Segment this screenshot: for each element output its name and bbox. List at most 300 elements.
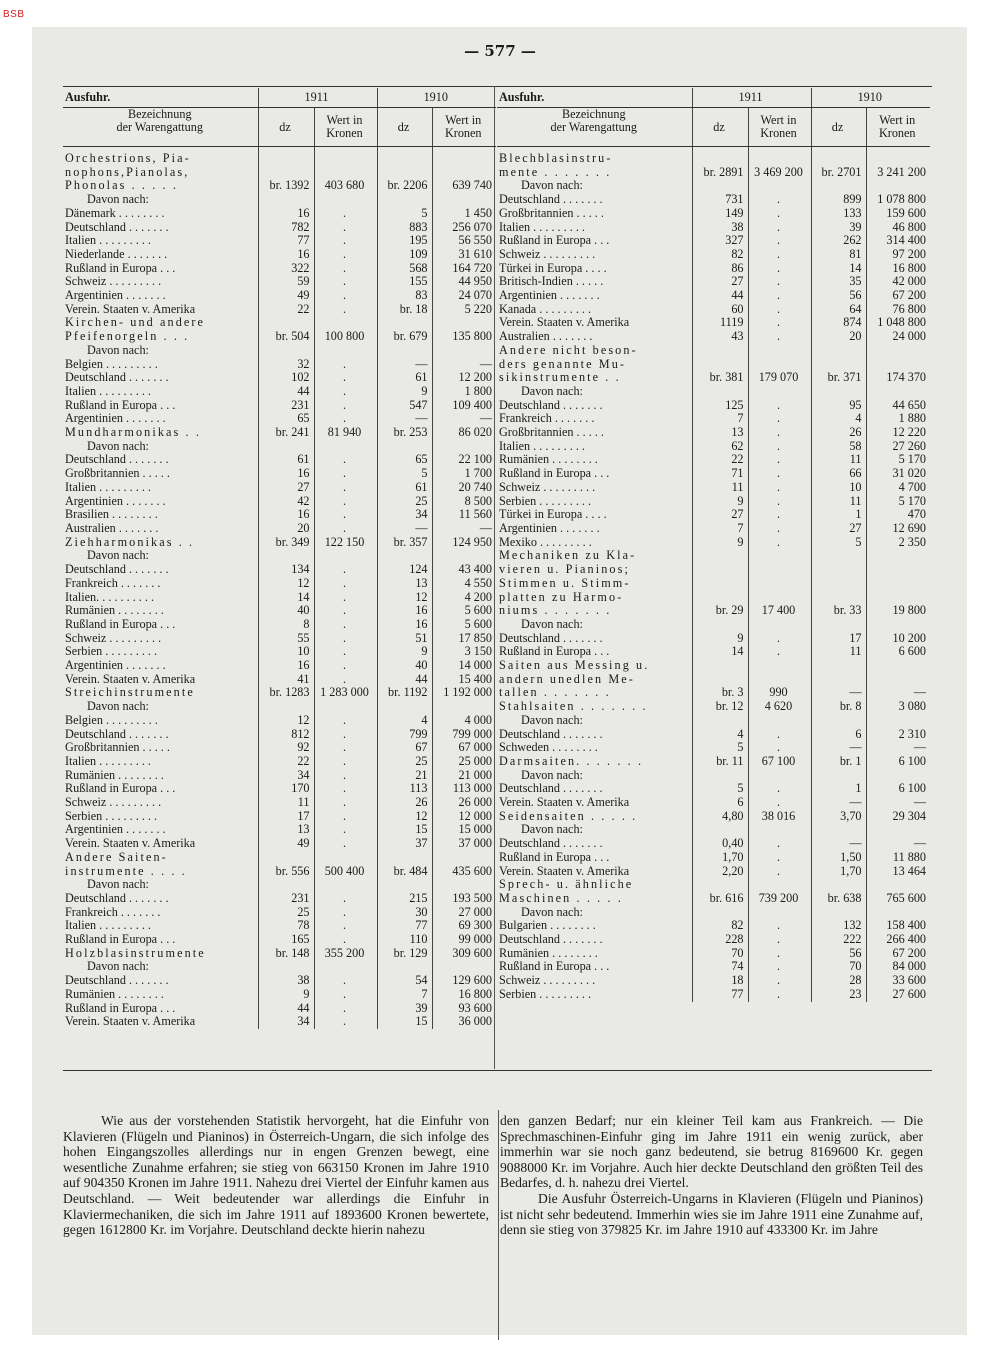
dz-1911-cell: 9 xyxy=(692,495,748,509)
dz-1911-cell: 9 xyxy=(692,536,748,550)
table-row xyxy=(63,522,496,536)
dz-1911-cell: 60 xyxy=(692,303,748,317)
wert-1910-cell: 44 950 xyxy=(432,275,496,289)
wert-1911-cell xyxy=(748,714,811,728)
dz-1911-cell: 22 xyxy=(258,755,314,769)
row-label: Großbritannien . . . . . xyxy=(499,426,604,440)
row-label: Orchestrions, Pia- nophons,Pianolas, Phonolas . . . . . xyxy=(65,151,191,193)
dz-1910-cell: 155 xyxy=(377,275,432,289)
dz-1910-cell: 109 xyxy=(377,248,432,262)
dz-1911-cell xyxy=(692,618,748,632)
table-row xyxy=(63,714,496,728)
dz-1910-cell: 1,50 xyxy=(811,851,866,865)
wert-1911-cell: . xyxy=(314,1002,377,1016)
table-row xyxy=(63,591,496,605)
dz-1910-cell: 16 xyxy=(377,618,432,632)
dz-1910-cell: 28 xyxy=(811,974,866,988)
dz-1910-cell: 51 xyxy=(377,632,432,646)
table-row xyxy=(63,769,496,783)
table-row xyxy=(497,618,930,632)
dz-1911-cell: 82 xyxy=(692,919,748,933)
dz-1911-cell: 49 xyxy=(258,837,314,851)
wert-1910-cell: 11 880 xyxy=(866,851,930,865)
wert-1910-cell: 1 078 800 xyxy=(866,193,930,207)
dz-1910-cell: 222 xyxy=(811,933,866,947)
wert-1911-cell xyxy=(314,960,377,974)
wert-1910-cell: 164 720 xyxy=(432,262,496,276)
dz-1910-cell: 64 xyxy=(811,303,866,317)
wert-1910-cell: 86 020 xyxy=(432,426,496,440)
dz-1910-cell: 133 xyxy=(811,207,866,221)
table-row xyxy=(63,577,496,591)
wert-1911-cell: . xyxy=(748,426,811,440)
dz-1911-cell: 38 xyxy=(258,974,314,988)
wert-1911-cell: . xyxy=(748,275,811,289)
dz-1910-cell: 67 xyxy=(377,741,432,755)
dz-1910-cell xyxy=(377,700,432,714)
wert-1911-cell: 100 800 xyxy=(314,316,377,343)
wert-1911-cell: . xyxy=(314,481,377,495)
row-label: Mundharmonikas . . xyxy=(65,426,201,440)
dz-1910-cell: 11 xyxy=(811,645,866,659)
wert-1911-cell: . xyxy=(314,207,377,221)
dz-1911-cell: 77 xyxy=(692,988,748,1002)
table-row xyxy=(63,659,496,673)
dz-1911-cell: br. 556 xyxy=(258,851,314,878)
table-row xyxy=(497,508,930,522)
row-label: Kirchen- und andere Pfeifenorgeln . . . xyxy=(65,316,206,344)
wert-1910-cell xyxy=(432,700,496,714)
table-row xyxy=(63,645,496,659)
row-label: Argentinien . . . . . . . xyxy=(65,289,166,303)
table-row xyxy=(497,453,930,467)
row-label: Italien . . . . . . . . . xyxy=(65,480,151,494)
wert-1910-cell xyxy=(866,179,930,193)
dz-1911-cell: 34 xyxy=(258,769,314,783)
table-row xyxy=(63,207,496,221)
row-label: Italien . . . . . . . . . xyxy=(65,234,151,248)
table-row xyxy=(497,796,930,810)
wert-1910-cell: 25 000 xyxy=(432,755,496,769)
wert-1910-cell: 129 600 xyxy=(432,974,496,988)
dz-1911-cell: 49 xyxy=(258,289,314,303)
dz-1910-cell: br. 2701 xyxy=(811,147,866,180)
dz-1911-cell: 7 xyxy=(692,522,748,536)
row-label: Verein. Staaten v. Amerika xyxy=(499,316,630,330)
wert-1911-cell: . xyxy=(748,741,811,755)
table-row xyxy=(497,823,930,837)
table-row xyxy=(497,947,930,961)
row-label: Deutschland . . . . . . . xyxy=(65,453,169,467)
dz-1911-cell: 1119 xyxy=(692,316,748,330)
dz-1911-cell: 4,80 xyxy=(692,810,748,824)
row-label: Deutschland . . . . . . . xyxy=(499,727,603,741)
dz-1911-cell: 6 xyxy=(692,796,748,810)
row-label: Dänemark . . . . . . . . xyxy=(65,206,165,220)
wert-1911-cell: . xyxy=(314,645,377,659)
dz-1911-cell: 44 xyxy=(258,385,314,399)
row-label: Deutschland . . . . . . . xyxy=(65,891,169,905)
wert-1910-cell: 109 400 xyxy=(432,399,496,413)
wert-1911-cell: . xyxy=(748,632,811,646)
dz-1911-cell: 38 xyxy=(692,221,748,235)
wert-1910-cell: 84 000 xyxy=(866,960,930,974)
export-table-left xyxy=(63,88,496,1029)
dz-1911-cell: 170 xyxy=(258,782,314,796)
dz-1910-cell: 262 xyxy=(811,234,866,248)
table-row xyxy=(497,344,930,385)
row-label: Verein. Staaten v. Amerika xyxy=(65,837,196,851)
wert-1910-cell xyxy=(866,769,930,783)
wert-1910-cell: 3 241 200 xyxy=(866,147,930,180)
row-label: Italien . . . . . . . . . xyxy=(499,439,585,453)
dz-1911-cell: 12 xyxy=(258,714,314,728)
row-label: Italien. . . . . . . . . . xyxy=(65,590,155,604)
row-label: Serbien . . . . . . . . . xyxy=(65,645,158,659)
wert-1911-cell: . xyxy=(748,289,811,303)
table-row xyxy=(497,193,930,207)
wert-1911-cell: . xyxy=(314,892,377,906)
dz-1911-cell: 22 xyxy=(258,303,314,317)
dz-1910-cell: br. 8 xyxy=(811,700,866,714)
wert-1911-cell: . xyxy=(314,358,377,372)
wert-1910-cell: 309 600 xyxy=(432,947,496,961)
dz-1911-cell: 10 xyxy=(258,645,314,659)
table-row xyxy=(63,960,496,974)
dz-1911-cell: 18 xyxy=(692,974,748,988)
wert-1910-cell: 17 850 xyxy=(432,632,496,646)
wert-1911-cell: . xyxy=(314,837,377,851)
table-row xyxy=(63,467,496,481)
table-row xyxy=(63,508,496,522)
wert-1910-cell: 67 200 xyxy=(866,289,930,303)
wert-1911-cell: . xyxy=(314,385,377,399)
wert-1911-cell: . xyxy=(748,467,811,481)
dz-1910-cell: 14 xyxy=(811,262,866,276)
text-column-left xyxy=(63,1113,489,1238)
dz-header: dz xyxy=(258,108,314,147)
dz-1910-cell xyxy=(377,344,432,358)
wert-1910-cell xyxy=(432,193,496,207)
row-label: Rußland in Europa . . . xyxy=(499,234,610,248)
wert-1911-cell: . xyxy=(748,851,811,865)
dz-1911-cell: 86 xyxy=(692,262,748,276)
wert-1911-cell: 355 200 xyxy=(314,947,377,961)
table-row xyxy=(63,234,496,248)
wert-1911-cell: 3 469 200 xyxy=(748,147,811,180)
dz-1911-cell: br. 29 xyxy=(692,549,748,618)
dz-1911-cell: 149 xyxy=(692,207,748,221)
wert-1910-cell: 12 200 xyxy=(432,371,496,385)
table-row xyxy=(497,659,930,700)
wert-1910-cell: 46 800 xyxy=(866,221,930,235)
table-row xyxy=(63,536,496,550)
dz-1911-cell xyxy=(692,769,748,783)
row-label: Rußland in Europa . . . xyxy=(65,782,176,796)
table-row xyxy=(63,919,496,933)
wert-1910-cell: 5 220 xyxy=(432,303,496,317)
wert-1910-cell: 193 500 xyxy=(432,892,496,906)
dz-1910-cell: 11 xyxy=(811,495,866,509)
dz-1911-cell: 43 xyxy=(692,330,748,344)
row-label: Davon nach: xyxy=(87,343,149,357)
dz-1911-cell: 5 xyxy=(692,782,748,796)
row-label: Davon nach: xyxy=(87,878,149,892)
row-label: Frankreich . . . . . . . xyxy=(65,576,161,590)
row-label: Schweiz . . . . . . . . . xyxy=(499,974,596,988)
wert-1910-cell: 43 400 xyxy=(432,563,496,577)
wert-1911-cell: . xyxy=(314,371,377,385)
table-row xyxy=(63,755,496,769)
dz-1910-cell: 215 xyxy=(377,892,432,906)
wert-1911-cell xyxy=(314,193,377,207)
wert-1911-cell: . xyxy=(314,782,377,796)
wert-1910-cell: 4 200 xyxy=(432,591,496,605)
dz-1911-cell xyxy=(692,906,748,920)
row-label: Verein. Staaten v. Amerika xyxy=(65,1015,196,1029)
table-row xyxy=(63,371,496,385)
table-row xyxy=(497,549,930,618)
dz-1911-cell xyxy=(258,878,314,892)
row-label: Andere Saiten- instrumente . . . . xyxy=(65,850,187,878)
wert-1910-cell: 5 170 xyxy=(866,495,930,509)
dz-1911-cell: br. 381 xyxy=(692,344,748,385)
wert-1911-cell: 81 940 xyxy=(314,426,377,440)
wert-1911-cell: . xyxy=(314,728,377,742)
table-row xyxy=(63,344,496,358)
table-row xyxy=(63,440,496,454)
dz-1910-cell: 35 xyxy=(811,275,866,289)
dz-1911-cell: 55 xyxy=(258,632,314,646)
dz-1910-cell xyxy=(811,906,866,920)
wert-1911-cell: . xyxy=(314,741,377,755)
wert-1910-cell: 12 220 xyxy=(866,426,930,440)
row-label: Deutschland . . . . . . . xyxy=(499,837,603,851)
dz-1911-cell: br. 1283 xyxy=(258,686,314,700)
row-label: Davon nach: xyxy=(521,713,583,727)
dz-1910-cell: 1,70 xyxy=(811,865,866,879)
dz-1911-cell xyxy=(692,714,748,728)
wert-1911-cell: . xyxy=(314,796,377,810)
wert-1910-cell: 99 000 xyxy=(432,933,496,947)
dz-1911-cell xyxy=(258,440,314,454)
dz-1910-cell xyxy=(377,193,432,207)
dz-1911-cell: 62 xyxy=(692,440,748,454)
table-row xyxy=(63,947,496,961)
dz-1911-cell: 61 xyxy=(258,453,314,467)
table-row xyxy=(63,358,496,372)
table-row xyxy=(63,147,496,194)
dz-1911-cell: 731 xyxy=(692,193,748,207)
dz-1910-cell: — xyxy=(811,659,866,700)
wert-1910-cell: 1 700 xyxy=(432,467,496,481)
wert-1910-cell: 1 192 000 xyxy=(432,686,496,700)
wert-1910-cell: 4 700 xyxy=(866,481,930,495)
table-row xyxy=(63,193,496,207)
wert-1910-cell xyxy=(866,385,930,399)
row-label: Sprech- u. ähnliche Maschinen . . . . . xyxy=(499,878,634,905)
wert-1911-cell: . xyxy=(748,221,811,235)
dz-1910-cell: 20 xyxy=(811,330,866,344)
table-row xyxy=(63,289,496,303)
wert-1911-cell: . xyxy=(748,988,811,1002)
row-label: Blechblasinstru- mente . . . . . . . xyxy=(499,151,613,179)
table-row xyxy=(497,440,930,454)
dz-1910-cell: 7 xyxy=(377,988,432,1002)
row-label: Stahlsaiten . . . . . . . xyxy=(499,700,648,714)
wert-1910-cell: 124 950 xyxy=(432,536,496,550)
wert-1911-cell: . xyxy=(748,248,811,262)
dz-1910-cell: 23 xyxy=(811,988,866,1002)
row-label: Serbien . . . . . . . . . xyxy=(65,809,158,823)
table-row xyxy=(497,645,930,659)
wert-1911-cell: 739 200 xyxy=(748,878,811,905)
row-label: Rumänien . . . . . . . . xyxy=(499,453,598,467)
wert-1911-cell: . xyxy=(314,289,377,303)
row-label: Großbritannien . . . . . xyxy=(499,206,604,220)
wert-1910-cell xyxy=(432,960,496,974)
wert-1910-cell: 27 600 xyxy=(866,988,930,1002)
row-label: Deutschland . . . . . . . xyxy=(499,782,603,796)
dz-1910-cell: 61 xyxy=(377,481,432,495)
wert-1910-cell: 33 600 xyxy=(866,974,930,988)
wert-1910-cell: 314 400 xyxy=(866,234,930,248)
table-row xyxy=(497,714,930,728)
dz-1911-cell: 9 xyxy=(258,988,314,1002)
wert-1910-cell: 6 100 xyxy=(866,755,930,769)
wert-1910-cell: 31 610 xyxy=(432,248,496,262)
row-label: Deutschland . . . . . . . xyxy=(499,193,603,207)
table-row xyxy=(63,906,496,920)
name-column-header: Bezeichnung der Warengattung xyxy=(63,108,258,147)
table-row xyxy=(497,960,930,974)
table-row xyxy=(63,810,496,824)
dz-1911-cell: 41 xyxy=(258,673,314,687)
table-row xyxy=(497,316,930,330)
wert-1911-cell: . xyxy=(748,495,811,509)
wert-1911-cell: . xyxy=(314,234,377,248)
row-label: Rußland in Europa . . . xyxy=(65,933,176,947)
wert-1910-cell: 174 370 xyxy=(866,344,930,385)
wert-1911-cell xyxy=(314,878,377,892)
dz-1911-cell: 327 xyxy=(692,234,748,248)
table-row xyxy=(497,179,930,193)
row-label: Davon nach: xyxy=(521,823,583,837)
wert-1911-cell: . xyxy=(314,618,377,632)
row-label: Rußland in Europa . . . xyxy=(499,645,610,659)
wert-1911-cell: 500 400 xyxy=(314,851,377,878)
dz-1910-cell: br. 1192 xyxy=(377,686,432,700)
wert-1910-cell: 159 600 xyxy=(866,207,930,221)
table-row xyxy=(497,906,930,920)
dz-1911-cell: br. 2891 xyxy=(692,147,748,180)
row-label: Deutschland . . . . . . . xyxy=(65,220,169,234)
dz-1911-cell: 13 xyxy=(258,823,314,837)
row-label: Verein. Staaten v. Amerika xyxy=(499,796,630,810)
dz-1911-cell: 82 xyxy=(692,248,748,262)
dz-header: dz xyxy=(811,108,866,147)
table-row xyxy=(63,262,496,276)
row-label: Türkei in Europa . . . . xyxy=(499,508,607,522)
row-label: Argentinien . . . . . . . xyxy=(65,412,166,426)
wert-1910-cell: 4 550 xyxy=(432,577,496,591)
wert-1910-cell: 15 000 xyxy=(432,823,496,837)
dz-1910-cell: 30 xyxy=(377,906,432,920)
dz-1911-cell: 20 xyxy=(258,522,314,536)
dz-1910-cell: 899 xyxy=(811,193,866,207)
wert-1911-cell: . xyxy=(748,645,811,659)
wert-1911-cell: . xyxy=(314,714,377,728)
row-label: Rußland in Europa . . . xyxy=(65,261,176,275)
wert-1911-cell: . xyxy=(314,1015,377,1029)
wert-1911-cell: . xyxy=(314,823,377,837)
dz-1911-cell: 44 xyxy=(258,1002,314,1016)
dz-1911-cell: br. 1392 xyxy=(258,147,314,194)
row-label: Davon nach: xyxy=(521,384,583,398)
dz-1911-cell: 16 xyxy=(258,207,314,221)
table-row xyxy=(497,865,930,879)
wert-1910-cell: 27 000 xyxy=(432,906,496,920)
table-row xyxy=(63,453,496,467)
wert-1910-cell: 639 740 xyxy=(432,147,496,194)
dz-1910-cell: 58 xyxy=(811,440,866,454)
table-row xyxy=(497,234,930,248)
row-label: Rußland in Europa . . . xyxy=(499,850,610,864)
dz-1911-cell: 2,20 xyxy=(692,865,748,879)
wert-1910-cell: 799 000 xyxy=(432,728,496,742)
wert-1910-cell: 76 800 xyxy=(866,303,930,317)
wert-1911-cell: . xyxy=(314,508,377,522)
dz-1910-cell: br. 18 xyxy=(377,303,432,317)
dz-1910-cell: br. 1 xyxy=(811,755,866,769)
dz-1910-cell xyxy=(811,714,866,728)
year-1910-header: 1910 xyxy=(811,88,930,108)
wert-1911-cell: 38 016 xyxy=(748,810,811,824)
row-label: Italien . . . . . . . . . xyxy=(65,919,151,933)
table-row xyxy=(63,837,496,851)
dz-1911-cell xyxy=(258,960,314,974)
page-number: — 577 — xyxy=(464,42,536,60)
dz-1910-cell: 9 xyxy=(377,385,432,399)
dz-1910-cell: 83 xyxy=(377,289,432,303)
text-column-right xyxy=(500,1113,923,1238)
dz-1910-cell: br. 357 xyxy=(377,536,432,550)
dz-1911-cell: 102 xyxy=(258,371,314,385)
row-label: Davon nach: xyxy=(87,193,149,207)
dz-1910-cell xyxy=(811,618,866,632)
dz-1910-cell: 110 xyxy=(377,933,432,947)
table-row xyxy=(63,221,496,235)
wert-1910-cell: 44 650 xyxy=(866,399,930,413)
library-mark: BSB xyxy=(3,9,25,20)
row-label: Rußland in Europa . . . xyxy=(499,960,610,974)
wert-1911-cell: . xyxy=(748,796,811,810)
dz-1911-cell: 134 xyxy=(258,563,314,577)
wert-1910-cell: 69 300 xyxy=(432,919,496,933)
wert-1911-cell xyxy=(748,823,811,837)
name-column-header: Bezeichnung der Warengattung xyxy=(497,108,692,147)
row-label: Britisch-Indien . . . . . xyxy=(499,275,604,289)
dz-1910-cell: br. 33 xyxy=(811,549,866,618)
dz-1911-cell: br. 12 xyxy=(692,700,748,714)
row-label: Frankreich . . . . . . . xyxy=(499,412,595,426)
row-label: Mexiko . . . . . . . . . xyxy=(499,535,592,549)
dz-1910-cell: 874 xyxy=(811,316,866,330)
dz-1911-cell: 25 xyxy=(258,906,314,920)
table-row xyxy=(63,1015,496,1029)
table-row xyxy=(497,755,930,769)
wert-1911-cell: . xyxy=(314,769,377,783)
